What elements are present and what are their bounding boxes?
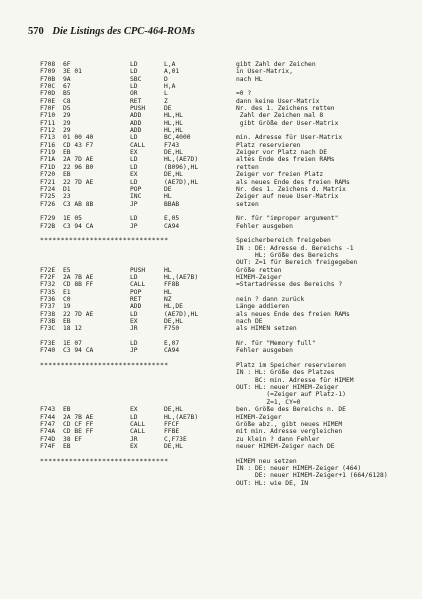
mnemonic: LD — [130, 68, 138, 76]
comment: als neues Ende des freien RAMs — [236, 178, 350, 186]
operands: FF8B — [164, 281, 180, 289]
mnemonic: CALL — [130, 141, 146, 149]
opcode-bytes: 1E 07 — [63, 340, 82, 348]
opcode-bytes: EB — [63, 406, 71, 414]
comment: Zeiger vor freien Platz — [236, 171, 324, 179]
address: F711 — [40, 119, 56, 127]
comment: BC: min. Adresse für HIMEM — [236, 376, 354, 384]
operands: F750 — [164, 325, 180, 333]
operands: HL,(AE7D) — [164, 156, 199, 164]
opcode-bytes: 2A 7B AE — [63, 273, 94, 281]
opcode-bytes: CD 8B FF — [63, 281, 94, 289]
listing-line — [40, 120, 410, 127]
comment: Zahl der Zeichen mal 8 — [236, 112, 324, 120]
mnemonic: ADD — [130, 112, 142, 120]
opcode-bytes: 38 EF — [63, 435, 82, 443]
section-separator-line — [40, 458, 410, 465]
listing-line — [40, 333, 410, 340]
comment: (=Zeiger auf Platz-1) — [236, 391, 346, 399]
mnemonic: EX — [130, 318, 138, 326]
operands: DE,HL — [164, 318, 183, 326]
operands: NZ — [164, 296, 172, 303]
opcode-bytes: 19 — [63, 303, 71, 311]
mnemonic: LD — [130, 178, 138, 186]
operands: CA94 — [164, 222, 180, 230]
operands: HL,(AE7B) — [164, 273, 199, 281]
listing-line — [40, 384, 410, 391]
opcode-bytes: C0 — [63, 296, 71, 303]
separator-stars: ******************************* — [40, 457, 169, 465]
mnemonic: ADD — [130, 303, 142, 311]
address: F744 — [40, 413, 56, 421]
listing-line — [40, 436, 410, 443]
address: F747 — [40, 420, 56, 428]
mnemonic: LD — [130, 310, 138, 318]
opcode-bytes: 22 7D AE — [63, 310, 94, 318]
page-title: Die Listings des CPC-464-ROMs — [52, 26, 196, 37]
address: F712 — [40, 127, 56, 135]
mnemonic: LD — [130, 156, 138, 164]
address: F70D — [40, 90, 56, 98]
opcode-bytes: CD BE FF — [63, 428, 94, 436]
comment: Platz reservieren — [236, 141, 301, 149]
opcode-bytes: CD CF FF — [63, 420, 94, 428]
opcode-bytes: 29 — [63, 119, 71, 127]
mnemonic: POP — [130, 288, 142, 296]
mnemonic: JP — [130, 347, 138, 355]
opcode-bytes: EB — [63, 171, 71, 179]
comment: Nr. für "Memory full" — [236, 340, 316, 348]
listing-line — [40, 68, 410, 75]
operands: HL,HL — [164, 119, 183, 127]
mnemonic: LD — [130, 413, 138, 421]
listing-line — [40, 252, 410, 259]
comment: Länge addieren — [236, 303, 290, 311]
mnemonic: LD — [130, 340, 138, 348]
mnemonic: SBC — [130, 75, 142, 83]
mnemonic: LD — [130, 83, 138, 91]
comment: min. Adresse für User-Matrix — [236, 134, 343, 142]
mnemonic: CALL — [130, 428, 146, 436]
opcode-bytes: EB — [63, 318, 71, 326]
operands: HL,HL — [164, 112, 183, 120]
opcode-bytes: D5 — [63, 105, 71, 113]
comment: Nr. für "improper argument" — [236, 215, 339, 223]
opcode-bytes: C3 94 CA — [63, 222, 94, 230]
opcode-bytes: EB — [63, 442, 71, 450]
comment: nach HL — [236, 75, 263, 83]
address: F735 — [40, 288, 56, 296]
operands: (B096),HL — [164, 163, 199, 171]
operands: BC,4000 — [164, 134, 191, 142]
address: F72B — [40, 222, 56, 230]
opcode-bytes: 29 — [63, 112, 71, 120]
address: F710 — [40, 112, 56, 120]
opcode-bytes: E1 — [63, 288, 71, 296]
opcode-bytes: 3E 01 — [63, 68, 82, 76]
comment: neuer HIMEM-Zeiger nach DE — [236, 442, 335, 450]
address: F738 — [40, 310, 56, 318]
listing-line — [40, 98, 410, 105]
operands: HL — [164, 193, 172, 201]
address: F743 — [40, 406, 56, 414]
address: F726 — [40, 200, 56, 208]
address: F708 — [40, 61, 56, 68]
opcode-bytes: 2A 7D AE — [63, 156, 94, 164]
address: F736 — [40, 296, 56, 303]
operands: BBAB — [164, 200, 180, 208]
comment: Z=1, CY=0 — [236, 398, 301, 406]
opcode-bytes: EB — [63, 149, 71, 157]
address: F713 — [40, 134, 56, 142]
section-title: HIMEM neu setzen — [236, 457, 297, 465]
operands: L — [164, 90, 168, 98]
mnemonic: EX — [130, 442, 138, 450]
comment: nein ? dann zurück — [236, 296, 305, 303]
address: F71D — [40, 163, 56, 171]
operands: HL,(AE7B) — [164, 413, 199, 421]
operands: F743 — [164, 141, 180, 149]
operands: H,A — [164, 83, 176, 91]
listing-line — [40, 142, 410, 149]
listing-line — [40, 164, 410, 171]
operands: HL — [164, 288, 172, 296]
separator-stars: ******************************* — [40, 362, 169, 370]
listing-line — [40, 245, 410, 252]
address: F73C — [40, 325, 56, 333]
mnemonic: OR — [130, 90, 138, 98]
comment: IN : HL: Größe des Platzes — [236, 369, 335, 377]
opcode-bytes: 9A — [63, 75, 71, 83]
comment: gibt Größe der User-Matrix — [236, 119, 339, 127]
operands: A,01 — [164, 68, 180, 76]
comment: Fehler ausgeben — [236, 222, 293, 230]
mnemonic: POP — [130, 185, 142, 193]
comment: DE: neuer HIMEM-Zeiger+1 (664/6128) — [236, 472, 388, 480]
mnemonic: RET — [130, 296, 142, 303]
comment: Zeiger auf neue User-Matrix — [236, 193, 339, 201]
section-separator-line — [40, 237, 410, 244]
address: F73E — [40, 340, 56, 348]
address: F72E — [40, 266, 56, 274]
listing-line — [40, 223, 410, 230]
listing-line — [40, 450, 410, 457]
listing-line — [40, 414, 410, 421]
listing-line — [40, 274, 410, 281]
mnemonic: EX — [130, 149, 138, 157]
opcode-bytes: 18 12 — [63, 325, 82, 333]
comment: IN : DE: neuer HIMEM-Zeiger (464) — [236, 464, 362, 472]
section-separator-line — [40, 362, 410, 369]
listing-line — [40, 318, 410, 325]
separator-stars: ******************************* — [40, 237, 169, 245]
listing-line — [40, 296, 410, 303]
operands: FFCF — [164, 420, 180, 428]
listing-line — [40, 443, 410, 450]
operands: E,07 — [164, 340, 180, 348]
comment: dann keine User-Matrix — [236, 97, 320, 105]
mnemonic: RET — [130, 97, 142, 105]
comment: nach DE — [236, 318, 263, 326]
opcode-bytes: 23 — [63, 193, 71, 201]
listing-line — [40, 281, 410, 288]
section-title: Speicherbereich freigeben — [236, 237, 331, 245]
mnemonic: LD — [130, 163, 138, 171]
listing-line — [40, 230, 410, 237]
opcode-bytes: 01 00 40 — [63, 134, 94, 142]
operands: DE,HL — [164, 406, 183, 414]
address: F740 — [40, 347, 56, 355]
operands: (AE7D),HL — [164, 178, 199, 186]
listing-line — [40, 391, 410, 398]
mnemonic: LD — [130, 273, 138, 281]
mnemonic: ADD — [130, 119, 142, 127]
comment: OUT: Z=1 für Bereich freigegeben — [236, 259, 358, 267]
mnemonic: PUSH — [130, 266, 146, 274]
listing-line — [40, 303, 410, 310]
comment: =Startadresse des Bereichs ? — [236, 281, 343, 289]
address: F70B — [40, 75, 56, 83]
operands: DE — [164, 105, 172, 113]
comment: zu klein ? dann Fehler — [236, 435, 320, 443]
address: F72F — [40, 273, 56, 281]
listing-line — [40, 127, 410, 134]
address: F719 — [40, 149, 56, 157]
mnemonic: JR — [130, 435, 138, 443]
address: F709 — [40, 68, 56, 76]
comment: HIMEM-Zeiger — [236, 413, 282, 421]
operands: HL,DE — [164, 303, 183, 311]
operands: HL,HL — [164, 127, 183, 135]
comment: retten — [236, 163, 259, 171]
listing-line — [40, 406, 410, 413]
operands: Z — [164, 97, 168, 105]
mnemonic: CALL — [130, 281, 146, 289]
opcode-bytes: 1E 05 — [63, 215, 82, 223]
listing-line — [40, 399, 410, 406]
opcode-bytes: C3 94 CA — [63, 347, 94, 355]
opcode-bytes: 22 96 B0 — [63, 163, 94, 171]
page-header — [28, 26, 195, 37]
listing-line — [40, 90, 410, 97]
address: F729 — [40, 215, 56, 223]
listing-line — [40, 369, 410, 376]
comment: als neues Ende des freien RAMs — [236, 310, 350, 318]
opcode-bytes: E5 — [63, 266, 71, 274]
listing-line — [40, 134, 410, 141]
listing-line — [40, 311, 410, 318]
section-title: Platz im Speicher reservieren — [236, 362, 346, 370]
listing-line — [40, 267, 410, 274]
comment: HL: Größe des Bereichs — [236, 251, 339, 259]
mnemonic: EX — [130, 171, 138, 179]
listing-line — [40, 61, 410, 68]
opcode-bytes: 22 7D AE — [63, 178, 94, 186]
mnemonic: EX — [130, 406, 138, 414]
listing-line — [40, 325, 410, 332]
listing-line — [40, 347, 410, 354]
listing-line — [40, 149, 410, 156]
comment: Nr. des 1. Zeichens d. Matrix — [236, 185, 346, 193]
comment: OUT: HL: neuer HIMEM-Zeiger — [236, 384, 339, 392]
mnemonic: JR — [130, 325, 138, 333]
address: F74F — [40, 442, 56, 450]
operands: DE,HL — [164, 149, 183, 157]
operands: (AE7D),HL — [164, 310, 199, 318]
listing-line — [40, 208, 410, 215]
listing-line — [40, 76, 410, 83]
listing-line — [40, 179, 410, 186]
comment: Nr. des 1. Zeichens retten — [236, 105, 335, 113]
page-number: 570 — [28, 26, 44, 37]
comment: IN : DE: Adresse d. Bereichs -1 — [236, 244, 354, 252]
operands: HL — [164, 266, 172, 274]
opcode-bytes: C3 AB 8B — [63, 200, 94, 208]
opcode-bytes: 29 — [63, 127, 71, 135]
listing-line — [40, 201, 410, 208]
address: F73B — [40, 318, 56, 326]
address: F720 — [40, 171, 56, 179]
operands: DE,HL — [164, 171, 183, 179]
address: F70E — [40, 97, 56, 105]
mnemonic: ADD — [130, 127, 142, 135]
comment: ben. Größe des Bereichs n. DE — [236, 406, 346, 414]
operands: DE — [164, 185, 172, 193]
listing-line — [40, 472, 410, 479]
mnemonic: CALL — [130, 420, 146, 428]
operands: L,A — [164, 61, 176, 68]
listing-line — [40, 186, 410, 193]
mnemonic: PUSH — [130, 105, 146, 113]
address: F724 — [40, 185, 56, 193]
assembly-listing — [40, 61, 410, 487]
comment: gibt Zahl der Zeichen — [236, 61, 316, 68]
mnemonic: JP — [130, 200, 138, 208]
opcode-bytes: C8 — [63, 97, 71, 105]
address: F74A — [40, 428, 56, 436]
operands: D — [164, 75, 168, 83]
comment: HIMEM-Zeiger — [236, 273, 282, 281]
opcode-bytes: B5 — [63, 90, 71, 98]
listing-line — [40, 105, 410, 112]
listing-line — [40, 355, 410, 362]
mnemonic: LD — [130, 61, 138, 68]
listing-line — [40, 171, 410, 178]
listing-line — [40, 215, 410, 222]
operands: FFBE — [164, 428, 180, 436]
mnemonic: LD — [130, 215, 138, 223]
opcode-bytes: 2A 7B AE — [63, 413, 94, 421]
listing-line — [40, 480, 410, 487]
comment: in User-Matrix, — [236, 68, 293, 76]
address: F732 — [40, 281, 56, 289]
listing-line — [40, 193, 410, 200]
opcode-bytes: CD 43 F7 — [63, 141, 94, 149]
listing-line — [40, 289, 410, 296]
address: F74D — [40, 435, 56, 443]
comment: =0 ? — [236, 90, 252, 98]
address: F737 — [40, 303, 56, 311]
address: F721 — [40, 178, 56, 186]
opcode-bytes: 6F — [63, 61, 71, 68]
listing-line — [40, 421, 410, 428]
comment: Fehler ausgeben — [236, 347, 293, 355]
address: F70F — [40, 105, 56, 113]
address: F716 — [40, 141, 56, 149]
operands: DE,HL — [164, 442, 183, 450]
listing-line — [40, 83, 410, 90]
comment: Größe retten — [236, 266, 282, 274]
comment: OUT: HL: wie DE, IN — [236, 479, 309, 487]
comment: Zeiger vor Platz nach DE — [236, 149, 327, 157]
listing-line — [40, 340, 410, 347]
address: F71A — [40, 156, 56, 164]
mnemonic: INC — [130, 193, 142, 201]
comment: altes Ende des freien RAMs — [236, 156, 335, 164]
opcode-bytes: 67 — [63, 83, 71, 91]
listing-line — [40, 112, 410, 119]
operands: CA94 — [164, 347, 180, 355]
listing-line — [40, 428, 410, 435]
listing-line — [40, 259, 410, 266]
listing-line — [40, 377, 410, 384]
comment: mit min. Adresse vergleichen — [236, 428, 343, 436]
address: F725 — [40, 193, 56, 201]
mnemonic: LD — [130, 134, 138, 142]
listing-line — [40, 156, 410, 163]
operands: C,F73E — [164, 435, 187, 443]
comment: Größe abz., gibt neues HIMEM — [236, 420, 343, 428]
opcode-bytes: D1 — [63, 185, 71, 193]
address: F70C — [40, 83, 56, 91]
listing-line — [40, 465, 410, 472]
operands: E,05 — [164, 215, 180, 223]
mnemonic: JP — [130, 222, 138, 230]
comment: als HIMEN setzen — [236, 325, 297, 333]
comment: setzen — [236, 200, 259, 208]
